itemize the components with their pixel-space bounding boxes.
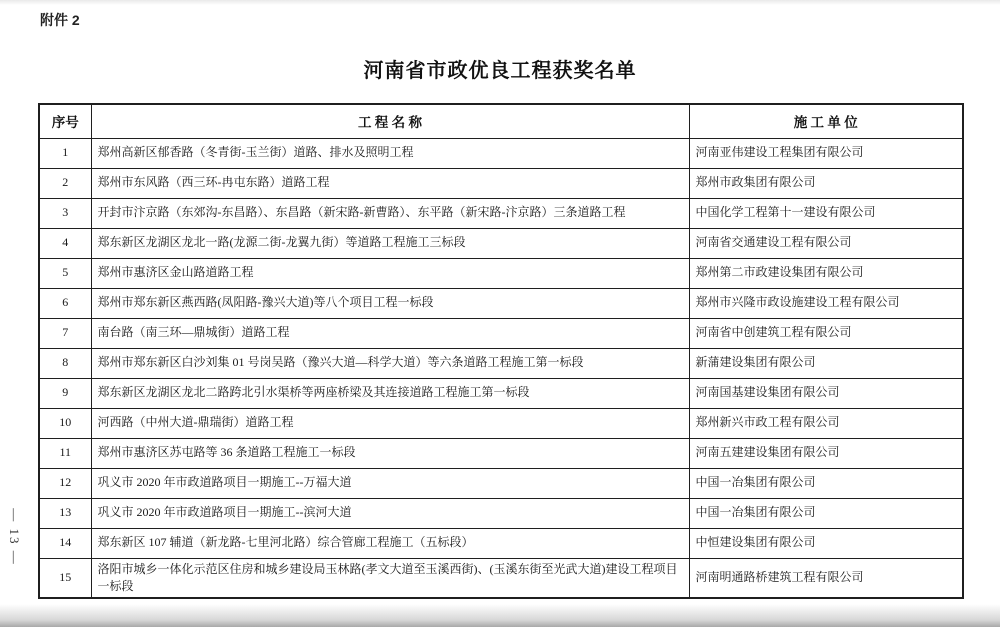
company-cell: 河南明通路桥建筑工程有限公司 — [689, 558, 963, 598]
attachment-label: 附件 2 — [40, 12, 80, 28]
company-cell: 河南亚伟建设工程集团有限公司 — [689, 138, 963, 168]
project-name-cell: 郑州市惠济区金山路道路工程 — [91, 258, 689, 288]
row-number-cell: 14 — [39, 528, 91, 558]
table-row — [39, 378, 963, 408]
table-row — [39, 258, 963, 288]
project-name-cell: 郑州市郑东新区燕西路(凤阳路-豫兴大道)等八个项目工程一标段 — [91, 288, 689, 318]
project-name-cell: 郑州市惠济区苏屯路等 36 条道路工程施工一标段 — [91, 438, 689, 468]
project-name-cell: 巩义市 2020 年市政道路项目一期施工--滨河大道 — [91, 498, 689, 528]
project-name-cell: 郑东新区龙湖区龙北一路(龙源二街-龙翼九街）等道路工程施工三标段 — [91, 228, 689, 258]
company-cell: 郑州新兴市政工程有限公司 — [689, 408, 963, 438]
awards-table — [38, 103, 964, 599]
page-title: 河南省市政优良工程获奖名单 — [363, 60, 637, 82]
company-cell: 中国一冶集团有限公司 — [689, 468, 963, 498]
company-cell: 河南省交通建设工程有限公司 — [689, 228, 963, 258]
table-row — [39, 558, 963, 598]
row-number-cell: 11 — [39, 438, 91, 468]
company-cell: 河南国基建设集团有限公司 — [689, 378, 963, 408]
company-cell: 河南五建建设集团有限公司 — [689, 438, 963, 468]
row-number-cell: 10 — [39, 408, 91, 438]
table-row — [39, 468, 963, 498]
row-number-cell: 3 — [39, 198, 91, 228]
row-number-cell: 2 — [39, 168, 91, 198]
table-row — [39, 528, 963, 558]
row-number-cell: 4 — [39, 228, 91, 258]
project-name-cell: 河西路（中州大道-鼎瑞街）道路工程 — [91, 408, 689, 438]
row-number-cell: 8 — [39, 348, 91, 378]
table-row — [39, 438, 963, 468]
table-row — [39, 498, 963, 528]
project-name-cell: 郑东新区龙湖区龙北二路跨北引水渠桥等两座桥梁及其连接道路工程施工第一标段 — [91, 378, 689, 408]
row-number-cell: 12 — [39, 468, 91, 498]
company-cell: 郑州第二市政建设集团有限公司 — [689, 258, 963, 288]
row-number-cell: 5 — [39, 258, 91, 288]
table-row — [39, 288, 963, 318]
project-name-cell: 南台路（南三环—鼎城街）道路工程 — [91, 318, 689, 348]
row-number-cell: 15 — [39, 558, 91, 598]
project-name-cell: 巩义市 2020 年市政道路项目一期施工--万福大道 — [91, 468, 689, 498]
table-header-row — [39, 104, 963, 138]
project-name-cell: 郑州高新区郁香路（冬青街-玉兰街）道路、排水及照明工程 — [91, 138, 689, 168]
project-name-cell: 郑东新区 107 辅道（新龙路-七里河北路）综合管廊工程施工（五标段） — [91, 528, 689, 558]
table-row — [39, 318, 963, 348]
row-number-cell: 7 — [39, 318, 91, 348]
header-cell-project: 工 程 名 称 — [91, 104, 689, 138]
project-name-cell: 郑州市郑东新区白沙刘集 01 号岗吴路（豫兴大道—科学大道）等六条道路工程施工第一标段 — [91, 348, 689, 378]
header-cell-company: 施 工 单 位 — [689, 104, 963, 138]
row-number-cell: 1 — [39, 138, 91, 168]
table-row — [39, 228, 963, 258]
company-cell: 中国化学工程第十一建设有限公司 — [689, 198, 963, 228]
company-cell: 新蒲建设集团有限公司 — [689, 348, 963, 378]
row-number-cell: 13 — [39, 498, 91, 528]
company-cell: 郑州市兴隆市政设施建设工程有限公司 — [689, 288, 963, 318]
row-number-cell: 6 — [39, 288, 91, 318]
project-name-cell: 洛阳市城乡一体化示范区住房和城乡建设局玉林路(孝文大道至玉溪西街)、(玉溪东街至光武大道)建设工程项目一标段 — [91, 558, 689, 598]
table-row — [39, 138, 963, 168]
project-name-cell: 郑州市东风路（西三环-冉屯东路）道路工程 — [91, 168, 689, 198]
table-row — [39, 198, 963, 228]
header-cell-number: 序号 — [39, 104, 91, 138]
table-body — [39, 138, 963, 598]
company-cell: 河南省中创建筑工程有限公司 — [689, 318, 963, 348]
company-cell: 郑州市政集团有限公司 — [689, 168, 963, 198]
company-cell: 中恒建设集团有限公司 — [689, 528, 963, 558]
table-row — [39, 408, 963, 438]
table-row — [39, 348, 963, 378]
table-row — [39, 168, 963, 198]
company-cell: 中国一冶集团有限公司 — [689, 498, 963, 528]
row-number-cell: 9 — [39, 378, 91, 408]
page-number: — 13 — — [7, 508, 22, 566]
project-name-cell: 开封市汴京路（东郊沟-东昌路）、东昌路（新宋路-新曹路）、东平路（新宋路-汴京路）三条道路工程 — [91, 198, 689, 228]
